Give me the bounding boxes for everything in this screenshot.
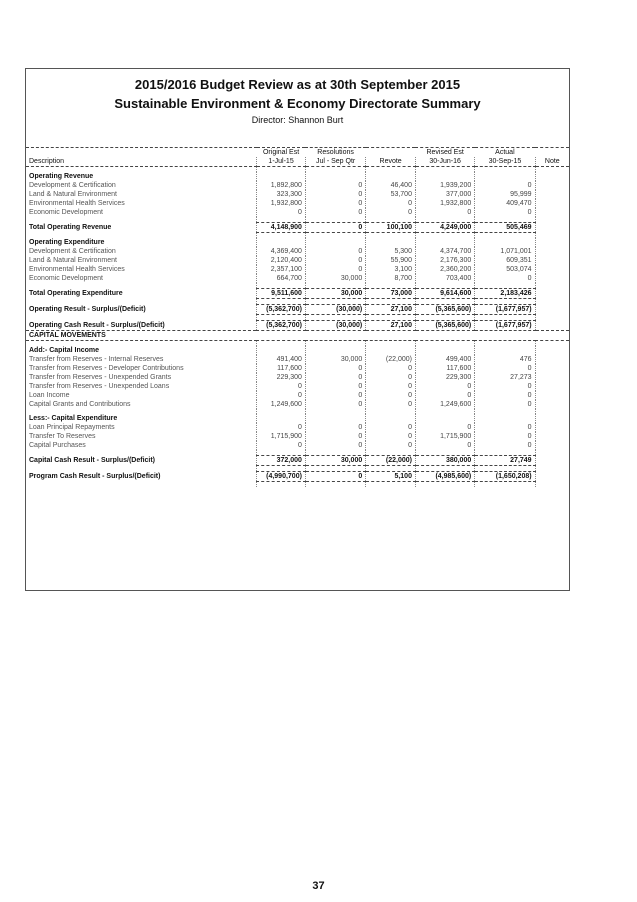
total-row [26,456,569,466]
table-row [26,441,569,450]
table-row [26,432,569,441]
row-note [535,274,569,283]
row-description: Transfer from Reserves - Unexpended Grants [29,374,172,381]
row-value: 0 [305,432,365,441]
row-value: 0 [366,441,416,450]
row-value: 229,300 [257,373,306,382]
row-description: Land & Natural Environment [29,257,117,264]
col-resolutions: Resolutions [317,149,354,156]
section-heading-row [26,238,569,247]
row-value: (1,677,957) [475,321,535,331]
total-row [26,321,569,331]
total-row [26,472,569,482]
row-value [475,238,535,247]
row-value [475,172,535,181]
row-value: 4,148,900 [257,223,306,233]
row-note [535,373,569,382]
row-value: 377,000 [415,190,474,199]
row-value: 30,000 [305,355,365,364]
row-value: 2,183,426 [475,289,535,299]
table-row [26,423,569,432]
row-value: 30,000 [305,274,365,283]
section-heading-row [26,346,569,355]
row-value: 3,100 [366,265,416,274]
row-value [415,414,474,423]
row-value: 409,470 [475,199,535,208]
row-description: Loan Income [29,392,70,399]
table-row [26,355,569,364]
section-heading-row [26,414,569,423]
row-description: Development & Certification [29,182,116,189]
col-revised-est: Revised Est [426,149,464,156]
row-value: 0 [305,190,365,199]
row-value: 0 [475,208,535,217]
table-row [26,199,569,208]
row-value: 1,932,800 [415,199,474,208]
row-note [535,441,569,450]
row-value: 0 [475,423,535,432]
total-row [26,305,569,315]
row-value: 9,511,600 [257,289,306,299]
row-value: 8,700 [366,274,416,283]
row-value: 55,900 [366,256,416,265]
row-value: 0 [475,274,535,283]
row-value [415,172,474,181]
table-row [26,247,569,256]
row-note [535,414,569,423]
col-resolutions-period: Jul - Sep Qtr [305,157,365,167]
row-value: 664,700 [257,274,306,283]
row-value: 9,614,600 [415,289,474,299]
row-description: Operating Expenditure [29,239,105,246]
row-value: 0 [305,373,365,382]
row-description: Less:- Capital Expenditure [29,415,118,422]
row-value: 2,120,400 [257,256,306,265]
col-revised-date: 30-Jun-16 [415,157,474,167]
row-description: Capital Purchases [29,442,86,449]
page-subtitle: Sustainable Environment & Economy Directorate Summary [114,96,481,111]
row-value: 0 [257,391,306,400]
row-value: 1,071,001 [475,247,535,256]
row-value: 703,400 [415,274,474,283]
row-value: 0 [415,441,474,450]
row-value: 100,100 [366,223,416,233]
row-value: 0 [475,400,535,409]
row-value: 372,000 [257,456,306,466]
row-value: 30,000 [305,289,365,299]
section-heading-row [26,172,569,181]
table-row [26,190,569,199]
row-value: 505,469 [475,223,535,233]
row-value: (22,000) [366,456,416,466]
row-description: Operating Cash Result - Surplus/(Deficit) [29,321,165,329]
row-value: 5,100 [366,472,416,482]
row-value: 2,176,300 [415,256,474,265]
table-row [26,256,569,265]
col-actual-date: 30-Sep-15 [475,157,535,167]
row-value: 27,100 [366,305,416,315]
row-note [535,181,569,190]
row-note [535,190,569,199]
col-revote: Revote [366,157,416,167]
row-value: (30,000) [305,321,365,331]
row-description: Add:- Capital Income [29,347,100,354]
col-description: Description [26,157,257,167]
row-note [535,265,569,274]
row-value: 229,300 [415,373,474,382]
header-row-1 [26,148,569,158]
row-value: 117,600 [257,364,306,373]
budget-table [26,147,569,487]
row-value [257,238,306,247]
row-value: (1,677,957) [475,305,535,315]
row-value: 30,000 [305,456,365,466]
row-value: (4,985,600) [415,472,474,482]
row-value: 0 [257,423,306,432]
row-value: 1,892,800 [257,181,306,190]
row-value: (1,650,208) [475,472,535,482]
row-note [535,400,569,409]
row-value: (5,365,600) [415,321,474,331]
table-row [26,181,569,190]
row-note [535,355,569,364]
row-value: 27,749 [475,456,535,466]
total-row [26,289,569,299]
row-value: 0 [415,382,474,391]
row-value: 2,360,200 [415,265,474,274]
col-actual: Actual [495,149,515,156]
row-description: Environmental Health Services [29,266,125,273]
row-value: 0 [305,382,365,391]
row-value [475,414,535,423]
row-value: 0 [305,247,365,256]
row-note [535,305,569,315]
row-value: 1,249,600 [415,400,474,409]
row-value: 0 [257,208,306,217]
row-description: Total Operating Revenue [29,224,112,231]
row-value: 95,999 [475,190,535,199]
row-value: 0 [366,391,416,400]
budget-summary-frame [25,68,570,591]
row-value: 0 [475,382,535,391]
row-value: 609,351 [475,256,535,265]
total-row [26,223,569,233]
row-note [535,208,569,217]
row-value [257,346,306,355]
row-value [415,346,474,355]
row-value [257,414,306,423]
row-value: 323,300 [257,190,306,199]
row-value [475,346,535,355]
row-value: 0 [366,208,416,217]
row-value: 0 [415,423,474,432]
row-value: 0 [305,472,365,482]
row-value: 499,400 [415,355,474,364]
table-row [26,208,569,217]
row-note [535,256,569,265]
row-value [305,238,365,247]
row-value: 0 [366,373,416,382]
row-value: 0 [305,256,365,265]
row-note [535,472,569,482]
row-value: 2,357,100 [257,265,306,274]
col-original-est: Original Est [262,149,300,156]
col-note: Note [535,157,569,167]
row-value: (22,000) [366,355,416,364]
page-number: 37 [312,880,325,892]
row-description: Environmental Health Services [29,200,125,207]
row-value: 0 [257,441,306,450]
row-value: 0 [475,364,535,373]
row-description: Land & Natural Environment [29,191,117,198]
director-line: Director: Shannon Burt [251,115,344,125]
row-value: 0 [366,199,416,208]
row-value [366,238,416,247]
row-description: Economic Development [29,209,103,216]
row-value: 1,932,800 [257,199,306,208]
row-value: 476 [475,355,535,364]
row-value [366,172,416,181]
row-value: (5,365,600) [415,305,474,315]
row-note [535,423,569,432]
row-description: Program Cash Result - Surplus/(Deficit) [29,473,161,480]
row-value: 46,400 [366,181,416,190]
row-note [535,456,569,466]
row-value [257,172,306,181]
row-value [415,238,474,247]
row-value [366,346,416,355]
row-value: 0 [305,208,365,217]
row-value: 0 [305,181,365,190]
row-value: 0 [366,364,416,373]
row-description: Operating Result - Surplus/(Deficit) [29,306,146,313]
row-description: Total Operating Expenditure [29,290,123,297]
row-description: Development & Certification [29,248,116,255]
header-row-2 [26,157,569,167]
row-note [535,172,569,181]
row-value: (5,362,700) [257,321,306,331]
row-value: 491,400 [257,355,306,364]
row-value: 0 [366,400,416,409]
spacer-row [26,482,569,488]
row-value: 0 [305,265,365,274]
row-value: 0 [305,223,365,233]
row-note [535,364,569,373]
row-note [535,432,569,441]
row-value: 0 [475,441,535,450]
capital-movements-header [26,331,569,341]
table-row [26,391,569,400]
col-original-date: 1-Jul-15 [257,157,306,167]
row-value: 0 [366,382,416,391]
table-row [26,382,569,391]
page-title: 2015/2016 Budget Review as at 30th September 2015 [134,77,461,92]
row-value: 5,300 [366,247,416,256]
section-label: CAPITAL MOVEMENTS [26,331,569,341]
row-value: 0 [366,432,416,441]
row-value: 73,000 [366,289,416,299]
row-value: 0 [475,391,535,400]
row-value [305,414,365,423]
row-value: 27,273 [475,373,535,382]
row-note [535,223,569,233]
row-value: (4,990,700) [257,472,306,482]
row-description: Operating Revenue [29,173,94,180]
row-value: 380,000 [415,456,474,466]
row-value: 0 [305,364,365,373]
table-row [26,400,569,409]
row-value: 0 [305,441,365,450]
row-value: (30,000) [305,305,365,315]
row-value [305,346,365,355]
row-description: Transfer from Reserves - Internal Reserves [29,356,164,363]
row-value: 4,369,400 [257,247,306,256]
row-value [366,414,416,423]
row-note [535,382,569,391]
row-note [535,346,569,355]
row-value: 1,939,200 [415,181,474,190]
table-row [26,364,569,373]
row-note [535,321,569,331]
row-value: 53,700 [366,190,416,199]
row-value: 1,715,900 [257,432,306,441]
row-value: 0 [305,199,365,208]
table-row [26,265,569,274]
row-value: 4,249,000 [415,223,474,233]
row-value: 1,249,600 [257,400,306,409]
row-value [305,172,365,181]
row-note [535,289,569,299]
table-row [26,373,569,382]
row-value: 0 [305,400,365,409]
row-value: 0 [415,391,474,400]
row-description: Transfer To Reserves [29,433,96,440]
row-value: 503,074 [475,265,535,274]
row-value: 117,600 [415,364,474,373]
row-value: 4,374,700 [415,247,474,256]
row-value: 0 [475,432,535,441]
row-note [535,238,569,247]
row-note [535,247,569,256]
row-note [535,199,569,208]
row-value: 0 [415,208,474,217]
row-value: 0 [475,181,535,190]
row-description: Loan Principal Repayments [29,424,115,431]
row-description: Transfer from Reserves - Developer Contributions [29,365,184,372]
row-description: Capital Grants and Contributions [29,401,131,408]
row-value: 27,100 [366,321,416,331]
row-value: 0 [305,391,365,400]
row-value: 0 [366,423,416,432]
row-value: 1,715,900 [415,432,474,441]
row-value: (5,362,700) [257,305,306,315]
row-value: 0 [257,382,306,391]
table-row [26,274,569,283]
row-description: Economic Development [29,275,103,282]
row-value: 0 [305,423,365,432]
row-description: Transfer from Reserves - Unexpended Loans [29,383,170,390]
row-description: Capital Cash Result - Surplus/(Deficit) [29,457,156,464]
row-note [535,391,569,400]
